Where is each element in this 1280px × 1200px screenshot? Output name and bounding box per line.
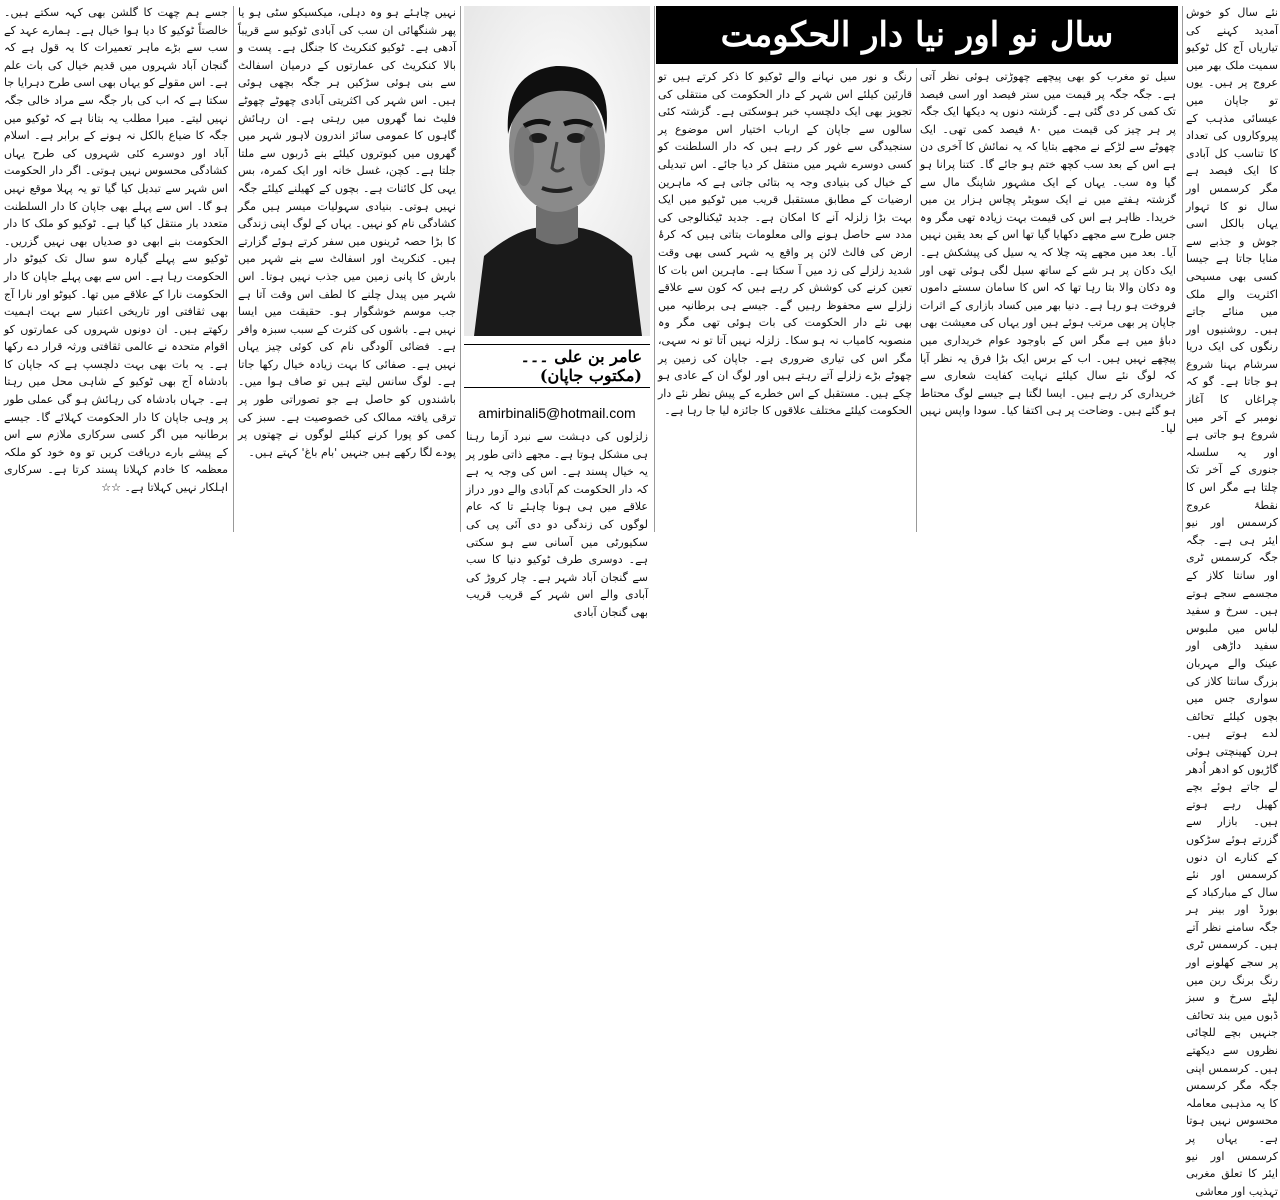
article-column-3 [658,68,912,534]
author-photo [464,6,650,336]
article-column-6 [4,4,228,534]
author-email: amirbinali5@hotmail.com [478,405,636,421]
column-divider [1182,6,1183,532]
column-3-text: رنگ و نور میں نہانے والے ٹوکیو کا ذکر کرتے ہیں تو قارئین کیلئے اس شہر کے دار الحکومت کی منتقلی کی تجویز بھی ایک دلچسپ خبر ہوسکتی ہے۔ گزشتہ کئی سالوں سے جاپان کے ارباب اختیار اس موضوع پر سنجیدگی سے غور کر رہے ہیں کہ دار السلطنت کو کسی دوسرے شہر میں منتقل کر دیا جائے۔ اس تبدیلی کے خیال کی بنیادی وجہ یہ بتائی جاتی ہے کہ ماہرین ارضیات کے مطابق مستقبل قریب میں ٹوکیو میں ایک بہت بڑا زلزلہ آنے کا امکان ہے۔ جدید ٹیکنالوجی کی مدد سے حاصل ہونے والی معلومات بتاتی ہیں کہ کرۂ ارض کی فالٹ لائن پر واقع یہ شہر کسی بھی وقت شدید زلزلے کی زد میں آ سکتا ہے۔ ماہرین اس بات کا تعین کرنے کی کوشش کر رہے ہیں کہ کون سے علاقے زلزلے سے محفوظ رہیں گے۔ جیسے ہی برطانیہ میں بھی نئے دار الحکومت کی بات ہوئی تھی مگر وہ منصوبہ کامیاب نہ ہو سکا۔ زلزلہ نہیں آتا تو نہ سہی، مگر اس کی تیاری ضروری ہے۔ جاپان کی زمین پر چھوٹے بڑے زلزلے آتے رہتے ہیں اور لوگ ان کے عادی ہو چکے ہیں۔ مستقبل کے اس خطرے کے پیش نظر نئے دار الحکومت کیلئے مختلف علاقوں کا جائزہ لیا جا رہا ہے۔ [658,70,912,418]
author-portrait-image [464,6,650,336]
article-column-1 [1186,4,1278,1198]
column-divider [654,6,655,532]
author-name: عامر بن علی ۔۔۔ (مکتوب جاپان) [464,344,650,388]
headline-banner [656,6,1178,64]
column-divider [460,6,461,532]
article-column-2 [920,68,1176,534]
article-column-4 [466,428,648,619]
article-column-5 [238,4,456,534]
column-4-text: زلزلوں کی دہشت سے نبرد آزما رہنا ہی مشکل ہوتا ہے۔ مجھے ذاتی طور پر یہ خیال پسند ہے۔ اس کی وجہ یہ ہے کہ دار الحکومت کم آبادی والے دور دراز علاقے میں ہی ہونا چاہئے تا کہ عام لوگوں کی زندگی دو دی آئی پی کی سکیورٹی میں آسانی سے ہو سکتی ہے۔ دوسری طرف ٹوکیو دنیا کا سب سے گنجان آباد شہر ہے۔ چار کروڑ کی آبادی والے اس شہر کے قریب قریب بھی گنجان آبادی [466,430,648,619]
column-6-text: جسے ہم چھت کا گلشن بھی کہہ سکتے ہیں۔ خالصتاً ٹوکیو کا دیا ہوا خیال ہے۔ ہمارے عہد کے سب سے بڑے ماہر تعمیرات کا یہ قول ہے کہ گنجان آباد شہروں میں قدیم خیال کی بات علم ہے۔ اس مقولے کو یہاں بھی اسی طرح دہرایا جا سکتا ہے کہ اب کی بار جگہ سے مراد خالی جگہ نہیں لیتے۔ میرا مطلب یہ بتانا ہے کہ ٹوکیو میں جگہ کا ضیاع بالکل نہ ہونے کے برابر ہے۔ اسلام آباد اور دوسرے کئی شہروں کی طرح یہاں کشادگی محسوس نہیں ہوتی۔ اگر دار الحکومت اس شہر سے تبدیل کیا گیا تو یہ پہلا موقع نہیں ہو گا۔ اس سے پہلے بھی جاپان کا دار السلطنت متعدد بار منتقل کیا گیا ہے۔ ٹوکیو کو ملک کا دار الحکومت بنے ابھی دو صدیاں بھی نہیں گزریں۔ ٹوکیو سے پہلے گیارہ سو سال تک کیوٹو دار الحکومت رہا ہے۔ اس سے بھی پہلے جاپان کا دار الحکومت نارا کے علاقے میں تھا۔ کیوٹو اور نارا آج بھی ثقافتی اور تاریخی اعتبار سے بہت اہمیت رکھتے ہیں۔ ان دونوں شہروں کی عمارتوں کو اقوام متحدہ نے عالمی ثقافتی ورثہ قرار دے رکھا ہے۔ یہ بات بھی بہت دلچسپ ہے کہ جاپان کا بادشاہ آج بھی ٹوکیو کے شاہی محل میں رہتا ہے۔ جہاں بادشاہ کی رہائش ہو گی عملی طور پر وہی جاپان کا دار الحکومت کہلائے گا۔ جیسے برطانیہ میں اگر کسی سرکاری ملازم سے اس کے پیشے بارے دریافت کریں تو وہ خود کو ملکہ معظمہ کا خادم کہلانا پسند کرتا ہے۔ سرکاری اہلکار نہیں کہلاتا ہے۔ ☆☆ [4,6,228,495]
column-2-text: سیل تو مغرب کو بھی پیچھے چھوڑتی ہوئی نظر آتی ہے۔ جگہ جگہ پر قیمت میں ستر فیصد اور اسی فیصد تک کمی کر دی گئی ہے۔ گزشتہ دنوں یہ دیکھا ایک جگہ پر ہر چیز کی قیمت میں ۸۰ فیصد کمی تھی۔ ایک چھوٹے سے لڑکے نے مجھے بتایا کہ یہ نمائش کا آخری دن ہے اس کے بعد سب کچھ ختم ہو جائے گا۔ کتنا پرانا ہو گیا وہ سب۔ یہاں کے ایک مشہور شاپنگ مال سے گزشتہ ہفتے میں نے ایک سویٹر پچاس ہزار ین میں خریدا۔ ظاہر ہے اس کی قیمت بہت زیادہ تھی مگر وہ جس طرح سے مجھے دکھایا گیا تھا اس کے بعد یقین نہیں آیا۔ بعد میں مجھے پتہ چلا کہ یہ سیل کی پیشکش ہے۔ ایک دکان پر ہر شے کے ساتھ سیل لگی ہوئی تھی اور وہ دکان والا بتا رہا تھا کہ اس کا سامان سستے داموں فروخت ہو رہا ہے۔ دنیا بھر میں کساد بازاری کے اثرات جاپان پر بھی مرتب ہوئے ہیں اور یہاں کی معیشت بھی دباؤ میں ہے مگر اس کے باوجود عوام خریداری میں پیچھے نہیں ہیں۔ اب کے برس ایک بڑا فرق یہ نظر آیا کہ لوگ نئے سال کیلئے نہایت کفایت شعاری سے خریداری کر رہے ہیں۔ ایسا لگتا ہے جیسے لوگ محتاط ہو گئے ہیں۔ وضاحت پر ہی اکتفا کیا۔ سودا واپس نہیں لیا۔ [920,70,1176,435]
column-divider [916,68,917,532]
byline [464,336,650,396]
headline-text: سال نو اور نیا دار الحکومت [720,15,1114,55]
column-divider [233,6,234,532]
column-1-text: نئے سال کو خوش آمدید کہنے کی تیاریاں آج کل ٹوکیو سمیت ملک بھر میں عروج پر ہیں۔ یوں تو جاپان میں عیسائی مذہب کے پیروکاروں کی تعداد کا تناسب کل آبادی کا ایک فیصد ہے مگر کرسمس اور سال نو کا تہوار یہاں بالکل اسی جوش و جذبے سے منایا جاتا ہے جیسا کسی بھی مسیحی اکثریت والے ملک میں منائے جاتے ہیں۔ روشنیوں اور رنگوں کی ایک دریا سرشام بہنا شروع ہو جاتا ہے۔ گو کہ چراغاں کا آغاز نومبر کے آخر میں شروع ہو جاتی ہے اور یہ سلسلہ جنوری کے آخر تک چلتا ہے مگر اس کا نقطۂ عروج کرسمس اور نیو ایئر ہی ہے۔ جگہ جگہ کرسمس ٹری اور سانتا کلاز کے مجسمے سجے ہوتے ہیں۔ سرخ و سفید لباس میں ملبوس سفید داڑھی اور عینک والے مہربان بزرگ سانتا کلاز کی سواری جس میں بچوں کیلئے تحائف لدے ہوتے ہیں۔ ہرن کھینچتی ہوئی گاڑیوں کو ادھر اُدھر لے جاتے ہوئے بچے کھیل رہے ہوتے ہیں۔ بازار سے گزرتے ہوئے سڑکوں کے کنارے ان دنوں کرسمس اور نئے سال کے مبارکباد کے بورڈ اور بینر ہر جگہ سامنے نظر آتے ہیں۔ کرسمس ٹری پر سجے کھلونے اور رنگ برنگ ربن میں لپٹے سرخ و سبز ڈبوں میں بند تحائف جنہیں بچے للچائی نظروں سے دیکھتے ہیں۔ کرسمس اپنی جگہ مگر کرسمس کا یہ مذہبی معاملہ محسوس نہیں ہوتا ہے۔ یہاں پر کرسمس اور نیو ایئر کا تعلق مغربی تہذیب اور معاشی [1186,6,1278,1198]
column-5-text: نہیں چاہئے ہو وہ دہلی، میکسیکو سٹی ہو یا پھر شنگھائی ان سب کی آبادی ٹوکیو سے قریباً آدھی ہے۔ ٹوکیو کنکریٹ کا جنگل ہے۔ پست و بالا کنکریٹ کی عمارتوں کے درمیان اسفالٹ سے بنی ہوئی سڑکیں ہر جگہ بچھی ہوئی ہیں۔ اس شہر کی اکثریتی آبادی چھوٹے چھوٹے فلیٹ نما گھروں میں رہتی ہے۔ ان رہائش گاہوں کا عمومی سائز اندرون لاہور شہر میں گھروں میں کبوتروں کیلئے بنے ڈربوں سے ملتا جلتا ہے۔ کچن، غسل خانہ اور ایک کمرہ، بس یہی کل کائنات ہے۔ بچوں کے کھیلنے کیلئے جگہ نہیں ہوتی۔ بنیادی سہولیات میسر ہیں مگر کشادگی نام کو نہیں۔ یہاں کے لوگ اپنی زندگی کا بڑا حصہ ٹرینوں میں سفر کرتے ہوئے گزارتے ہیں۔ کنکریٹ اور اسفالٹ سے بنے شہر میں بارش کا پانی زمین میں جذب نہیں ہوتا۔ اس شہر میں پیدل چلنے کا لطف اس وقت آتا ہے جب موسم خوشگوار ہو۔ حقیقت میں ایسا نہیں ہے۔ باشوں کی کثرت کے سبب سبزہ وافر ہے۔ فضائی آلودگی نام کی کوئی چیز یہاں نہیں ہے۔ صفائی کا بہت زیادہ خیال رکھا جاتا ہے۔ لوگ سانس لیتے ہیں تو صاف ہوا میں۔ باشندوں کو حاصل ہے جو تصوراتی طور پر ترقی یافتہ ممالک کی خصوصیت ہے۔ سبز کی کمی کو پورا کرنے کیلئے لوگوں نے چھتوں پر پودے لگا رکھے ہیں جنہیں 'بام باغ' کہتے ہیں۔ [238,6,456,459]
